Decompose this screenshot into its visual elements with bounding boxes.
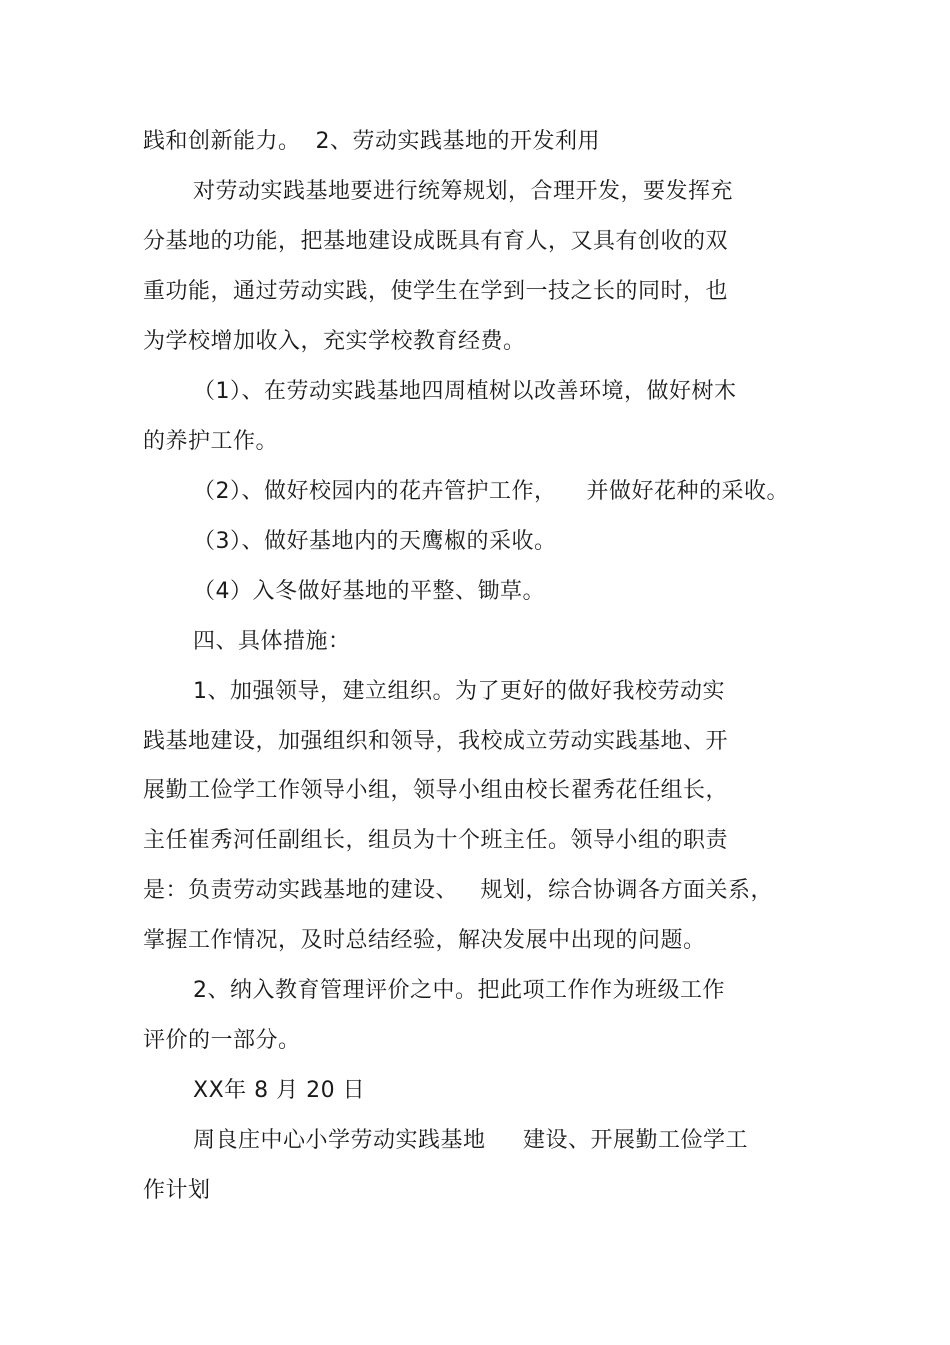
text-line: 掌握工作情况，及时总结经验，解决发展中出现的问题。 (143, 928, 706, 953)
text-line: 评价的一部分。 (143, 1028, 301, 1053)
text-line: （3）、做好基地内的天鹰椒的采收。 (193, 529, 557, 554)
text-line: 重功能，通过劳动实践，使学生在学到一技之长的同时，也 (143, 279, 729, 304)
text-line: 展勤工俭学工作领导小组，领导小组由校长翟秀花任组长， (143, 778, 729, 803)
text-line: 1、加强领导，建立组织。为了更好的做好我校劳动实 (193, 679, 725, 704)
text-line: （1）、在劳动实践基地四周植树以改善环境，做好树木 (193, 379, 737, 404)
text-line: 的养护工作。 (143, 429, 279, 454)
text-line: 践基地建设，加强组织和领导，我校成立劳动实践基地、开 (143, 729, 729, 754)
text-line: 是：负责劳动实践基地的建设、 规划，综合协调各方面关系， (143, 878, 773, 903)
text-line: 主任崔秀河任副组长，组员为十个班主任。领导小组的职责 (143, 828, 729, 853)
text-line: （2）、做好校园内的花卉管护工作， 并做好花种的采收。 (193, 479, 789, 504)
text-line: 2、纳入教育管理评价之中。把此项工作作为班级工作 (193, 978, 725, 1003)
section-heading: 四、具体措施： (193, 629, 351, 654)
text-line: 为学校增加收入，充实学校教育经费。 (143, 329, 526, 354)
text-line: 周良庄中心小学劳动实践基地 建设、开展勤工俭学工 (193, 1128, 748, 1153)
text-line: 践和创新能力。 2、劳动实践基地的开发利用 (143, 129, 600, 154)
text-line: 作计划 (143, 1178, 211, 1203)
date-line: XX年 8 月 20 日 (193, 1078, 366, 1103)
text-line: 分基地的功能，把基地建设成既具有育人，又具有创收的双 (143, 229, 729, 254)
text-line: （4）入冬做好基地的平整、锄草。 (193, 579, 545, 604)
text-line: 对劳动实践基地要进行统筹规划，合理开发，要发挥充 (193, 179, 734, 204)
